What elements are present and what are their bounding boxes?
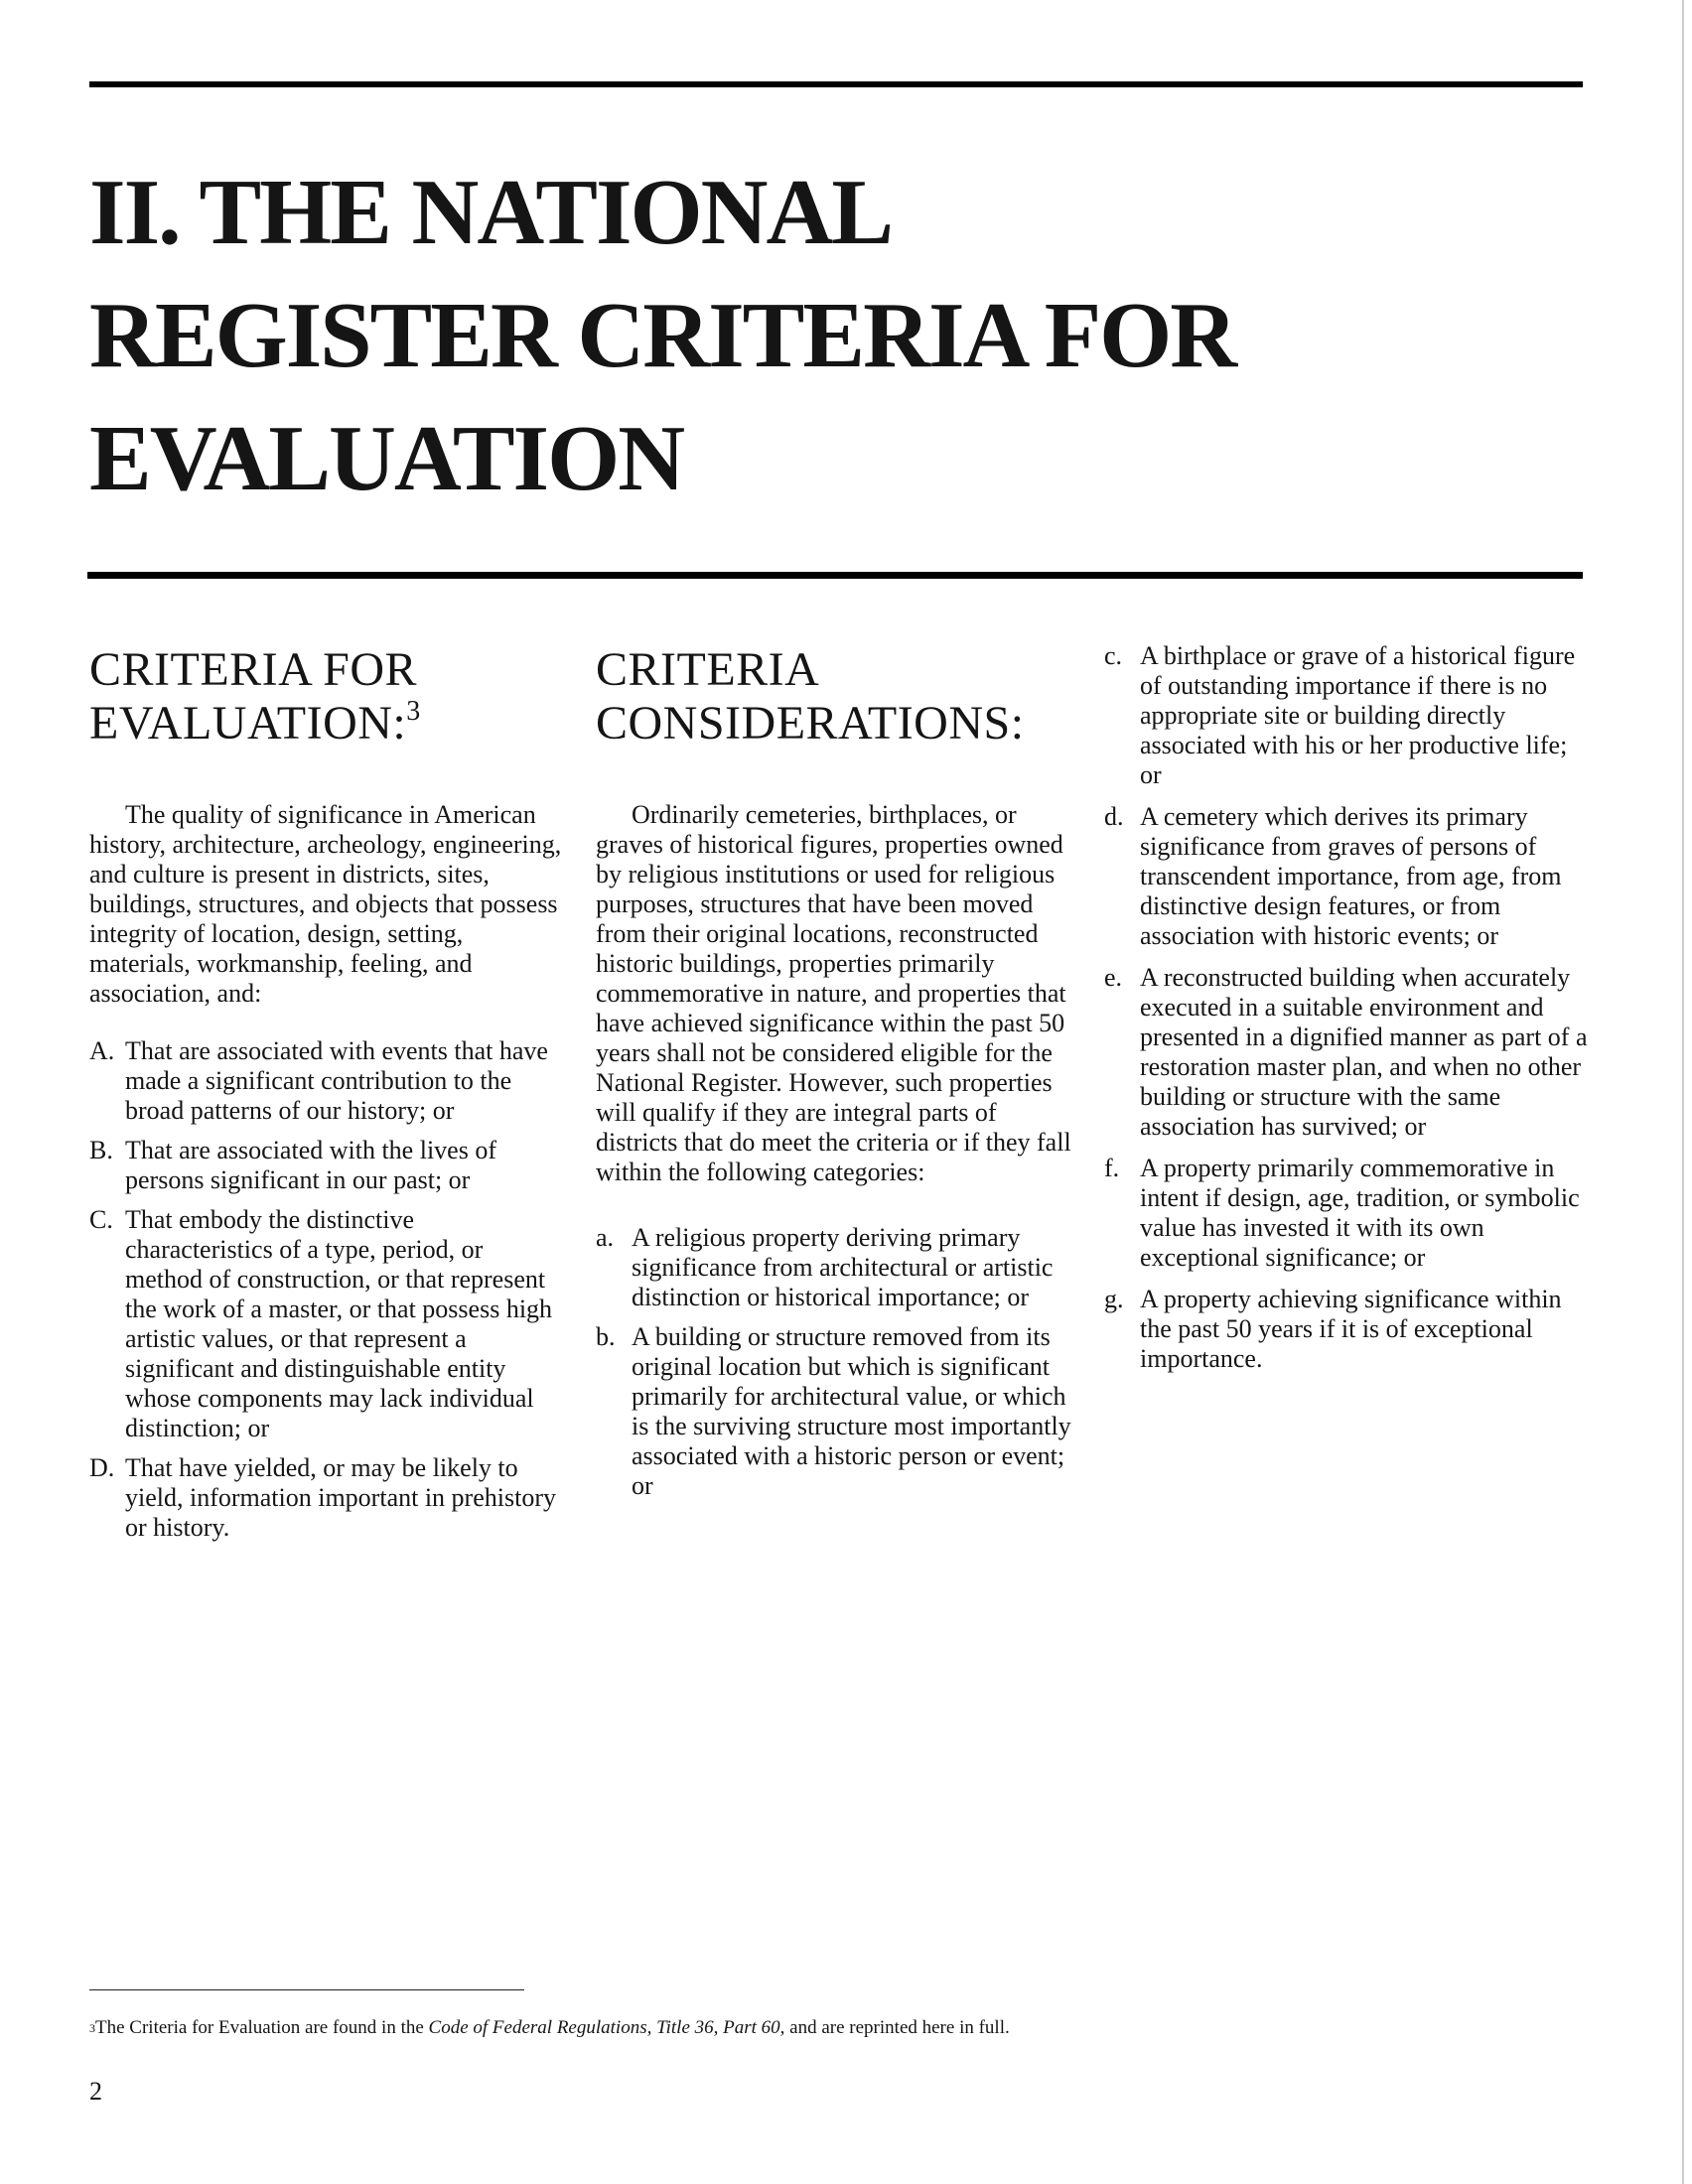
criteria-item-d xyxy=(89,1453,566,1543)
page-number: 2 xyxy=(89,2077,102,2106)
page-title xyxy=(89,151,1579,520)
criteria-item-c xyxy=(89,1205,566,1443)
title-line-3: EVALUATION xyxy=(89,407,684,510)
considerations-heading-line-2: CONSIDERATIONS: xyxy=(596,697,1025,750)
criteria-column xyxy=(89,643,566,1553)
footnote-suffix: , and are reprinted here in full. xyxy=(779,2017,1010,2038)
criteria-item-marker: A. xyxy=(89,1036,115,1065)
criteria-item-text: That are associated with events that have made a significant contribution to the broad patterns of our history; or xyxy=(125,1036,548,1125)
consideration-item-text: A birthplace or grave of a historical figure of outstanding importance if there is no appropriate site or building directly associated with his or her productive life; or xyxy=(1140,641,1576,789)
criteria-item-text: That are associated with the lives of persons significant in our past; or xyxy=(125,1136,496,1194)
criteria-list xyxy=(89,1036,566,1543)
consideration-item-f xyxy=(1104,1154,1589,1273)
criteria-intro: The quality of significance in American history, architecture, archeology, engineering, and culture is present in districts, sites, buildings, structures, and objects that possess integrity of location, design, setting, materials, workmanship, feeling, and association, and: xyxy=(89,800,562,1008)
footnote-number: 3 xyxy=(89,2021,95,2035)
criteria-heading-line-2-text: EVALUATION: xyxy=(89,697,407,750)
top-rule xyxy=(89,81,1583,87)
consideration-item-b xyxy=(596,1322,1072,1501)
consideration-item-d xyxy=(1104,802,1589,951)
consideration-item-a xyxy=(596,1223,1072,1312)
consideration-item-text: A religious property deriving primary significance from architectural or artistic distinction or historical importance; or xyxy=(632,1223,1054,1311)
footnote-prefix: The Criteria for Evaluation are found in the xyxy=(95,2017,429,2038)
criteria-heading-line-2 xyxy=(89,697,566,751)
section-rule xyxy=(87,572,1583,579)
consideration-item-e xyxy=(1104,963,1589,1142)
footnote xyxy=(89,2015,1579,2041)
criteria-heading-line-1: CRITERIA FOR xyxy=(89,643,418,696)
criteria-item-text: That embody the distinctive characteristics of a type, period, or method of construction, or that represent the work of a master, or that possess high artistic values, or that represent a significant and distinguishable entity whose components may lack individual distinction; or xyxy=(125,1205,553,1442)
criteria-item-marker: B. xyxy=(89,1136,113,1164)
title-line-2: REGISTER CRITERIA FOR xyxy=(89,284,1236,387)
criteria-heading xyxy=(89,643,566,751)
page-edge-line xyxy=(1682,0,1684,2184)
consideration-item-text: A property achieving significance within the past 50 years if it is of exceptional importance. xyxy=(1140,1285,1562,1373)
consideration-item-text: A building or structure removed from its original location but which is significant primarily for architectural value, or which is the surviving structure most importantly associated with a historic person or event; or xyxy=(632,1322,1071,1500)
considerations-intro: Ordinarily cemeteries, birthplaces, or graves of historical figures, properties owned by religious institutions or used for religious purposes, structures that have been moved from their original locations, reconstructed historic buildings, properties primarily commemorative in nature, and properties that have achieved significance within the past 50 years shall not be considered eligible for the National Register. However, such properties will qualify if they are integral parts of districts that do meet the criteria or if they fall within the following categories: xyxy=(596,800,1071,1186)
criteria-item-marker: C. xyxy=(89,1205,113,1234)
criteria-item-b xyxy=(89,1136,566,1195)
consideration-item-marker: e. xyxy=(1104,963,1123,992)
consideration-item-marker: g. xyxy=(1104,1285,1124,1313)
footnote-reference: 3 xyxy=(406,696,421,727)
considerations-column-continued xyxy=(1104,641,1589,1386)
criteria-item-marker: D. xyxy=(89,1453,115,1482)
consideration-item-marker: a. xyxy=(596,1223,615,1252)
consideration-item-marker: f. xyxy=(1104,1154,1120,1182)
criteria-item-a xyxy=(89,1036,566,1126)
consideration-item-marker: c. xyxy=(1104,641,1123,670)
consideration-item-text: A cemetery which derives its primary significance from graves of persons of transcendent importance, from age, from distinctive design features, or from association with historic events; or xyxy=(1140,802,1562,950)
consideration-item-text: A property primarily commemorative in intent if design, age, tradition, or symbolic value has invested it with its own exceptional significance; or xyxy=(1140,1154,1580,1272)
considerations-list-part-2 xyxy=(1104,641,1589,1374)
consideration-item-text: A reconstructed building when accurately executed in a suitable environment and presented in a dignified manner as part of a restoration master plan, and when no other building or structure with the same association has survived; or xyxy=(1140,963,1588,1141)
considerations-heading xyxy=(596,643,1072,751)
criteria-item-text: That have yielded, or may be likely to yield, information important in prehistory or history. xyxy=(125,1453,556,1542)
title-line-1: II. THE NATIONAL xyxy=(89,161,893,264)
considerations-column xyxy=(596,643,1072,1511)
consideration-item-c xyxy=(1104,641,1589,790)
footnote-citation: Code of Federal Regulations, Title 36, Part 60 xyxy=(428,2017,780,2038)
considerations-heading-line-1: CRITERIA xyxy=(596,643,820,696)
considerations-list-part-1 xyxy=(596,1223,1072,1501)
consideration-item-marker: b. xyxy=(596,1322,616,1351)
consideration-item-g xyxy=(1104,1285,1589,1374)
consideration-item-marker: d. xyxy=(1104,802,1124,831)
footnote-rule xyxy=(89,1989,524,1990)
